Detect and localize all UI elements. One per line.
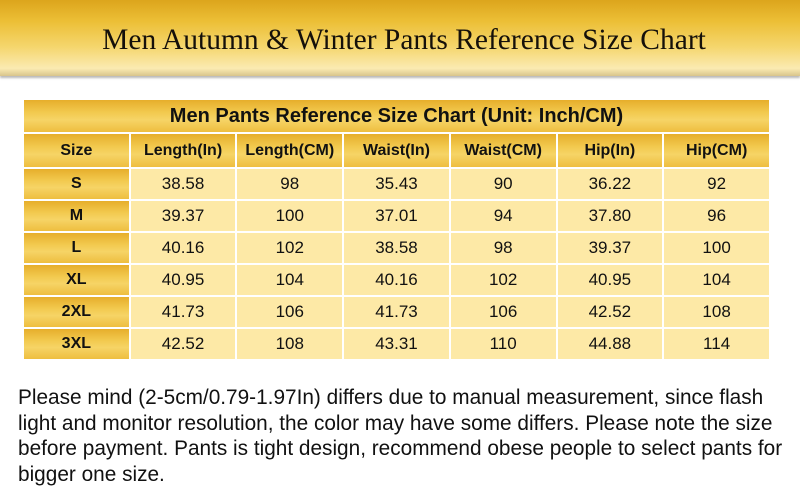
page-title: Men Autumn & Winter Pants Reference Size Chart (102, 24, 706, 56)
length-cm-cell: 98 (237, 169, 342, 199)
waist-in-cell: 41.73 (344, 297, 449, 327)
length-in-cell: 39.37 (131, 201, 236, 231)
size-chart-table (22, 98, 771, 361)
waist-cm-cell: 110 (451, 329, 556, 359)
length-cm-cell: 100 (237, 201, 342, 231)
title-banner (0, 0, 800, 76)
length-cm-cell: 106 (237, 297, 342, 327)
column-header-waist-cm: Waist(CM) (451, 134, 556, 167)
size-label: XL (24, 265, 129, 295)
length-in-cell: 42.52 (131, 329, 236, 359)
waist-cm-cell: 98 (451, 233, 556, 263)
table-row-m (24, 201, 769, 231)
length-in-cell: 38.58 (131, 169, 236, 199)
hip-in-cell: 44.88 (558, 329, 663, 359)
hip-in-cell: 37.80 (558, 201, 663, 231)
length-in-cell: 40.16 (131, 233, 236, 263)
waist-cm-cell: 102 (451, 265, 556, 295)
waist-in-cell: 35.43 (344, 169, 449, 199)
table-row-s (24, 169, 769, 199)
size-label: 2XL (24, 297, 129, 327)
hip-cm-cell: 108 (664, 297, 769, 327)
column-header-length-in: Length(In) (131, 134, 236, 167)
waist-cm-cell: 94 (451, 201, 556, 231)
hip-in-cell: 36.22 (558, 169, 663, 199)
waist-in-cell: 40.16 (344, 265, 449, 295)
hip-cm-cell: 96 (664, 201, 769, 231)
table-row-l (24, 233, 769, 263)
size-label: M (24, 201, 129, 231)
waist-cm-cell: 106 (451, 297, 556, 327)
waist-in-cell: 38.58 (344, 233, 449, 263)
column-header-hip-in: Hip(In) (558, 134, 663, 167)
length-in-cell: 40.95 (131, 265, 236, 295)
column-header-length-cm: Length(CM) (237, 134, 342, 167)
table-caption: Men Pants Reference Size Chart (Unit: Inch/CM) (24, 100, 769, 132)
length-cm-cell: 104 (237, 265, 342, 295)
hip-cm-cell: 104 (664, 265, 769, 295)
length-in-cell: 41.73 (131, 297, 236, 327)
waist-in-cell: 37.01 (344, 201, 449, 231)
waist-in-cell: 43.31 (344, 329, 449, 359)
table-row-3xl (24, 329, 769, 359)
column-header-size: Size (24, 134, 129, 167)
table-row-xl (24, 265, 769, 295)
length-cm-cell: 102 (237, 233, 342, 263)
size-label: L (24, 233, 129, 263)
hip-in-cell: 42.52 (558, 297, 663, 327)
table-caption-row (24, 100, 769, 132)
size-disclaimer-note: Please mind (2-5cm/0.79-1.97In) differs due to manual measurement, since flash light and monitor resolution, the color may have some differs. Please note the size before payment. Pants is tight design, recommend obese people to select pants for bigger one size. (18, 386, 783, 486)
size-label: S (24, 169, 129, 199)
hip-cm-cell: 100 (664, 233, 769, 263)
table-row-2xl (24, 297, 769, 327)
hip-in-cell: 39.37 (558, 233, 663, 263)
hip-cm-cell: 92 (664, 169, 769, 199)
column-header-hip-cm: Hip(CM) (664, 134, 769, 167)
table-header-row (24, 134, 769, 167)
column-header-waist-in: Waist(In) (344, 134, 449, 167)
size-label: 3XL (24, 329, 129, 359)
hip-in-cell: 40.95 (558, 265, 663, 295)
waist-cm-cell: 90 (451, 169, 556, 199)
hip-cm-cell: 114 (664, 329, 769, 359)
length-cm-cell: 108 (237, 329, 342, 359)
